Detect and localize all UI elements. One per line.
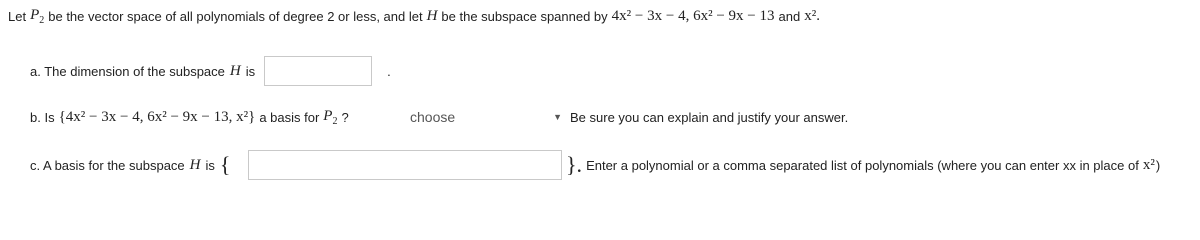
open-brace: { (219, 152, 231, 177)
part-a-var: H (229, 62, 241, 79)
intro-text-c: be the subspace spanned by (441, 8, 608, 24)
intro-text-a: Let (8, 8, 27, 24)
polynomial-set: {4x² − 3x − 4, 6x² − 9x − 13, x²} (58, 108, 256, 125)
part-c-hint: Enter a polynomial or a comma separated list of polynomials (where you can enter xx in place of (586, 157, 1139, 173)
part-c-is: is (205, 157, 215, 173)
part-b-hint: Be sure you can explain and justify your answer. (570, 109, 849, 125)
basis-select[interactable] (406, 106, 566, 128)
part-b-text: a basis for (259, 109, 320, 125)
part-a (30, 55, 391, 87)
part-a-is: is (245, 63, 256, 79)
part-b-space: $P_2$ (323, 107, 338, 127)
part-c-hint-end: ) (1155, 157, 1161, 173)
part-c (30, 149, 230, 181)
part-b-question-mark: ? (341, 109, 349, 125)
part-a-label: a. The dimension of the subspace (30, 63, 225, 79)
spanning-polynomials: 4x² − 3x − 4, 6x² − 9x − 13 (611, 7, 775, 24)
dimension-input[interactable] (264, 56, 372, 86)
part-c-label: c. A basis for the subspace (30, 157, 185, 173)
chevron-down-icon: ▼ (553, 112, 562, 122)
intro-text-d: and (778, 8, 801, 24)
part-a-period: . (387, 63, 391, 79)
subspace-symbol: H (426, 7, 438, 24)
basis-input[interactable] (248, 150, 562, 180)
part-c-hint-math: x² (1142, 156, 1155, 173)
space-symbol: $P_2$ (30, 6, 45, 26)
close-brace: }. (566, 152, 583, 177)
last-polynomial: x². (804, 7, 820, 24)
problem-statement (8, 4, 820, 28)
intro-text-b: be the vector space of all polynomials of degree 2 or less, and let (48, 8, 423, 24)
part-c-hint-row (566, 149, 1160, 181)
part-b (30, 105, 349, 129)
part-b-hint-row (570, 105, 848, 129)
part-c-var: H (189, 156, 201, 173)
part-b-label: b. Is (30, 109, 55, 125)
select-value: choose (410, 109, 456, 125)
